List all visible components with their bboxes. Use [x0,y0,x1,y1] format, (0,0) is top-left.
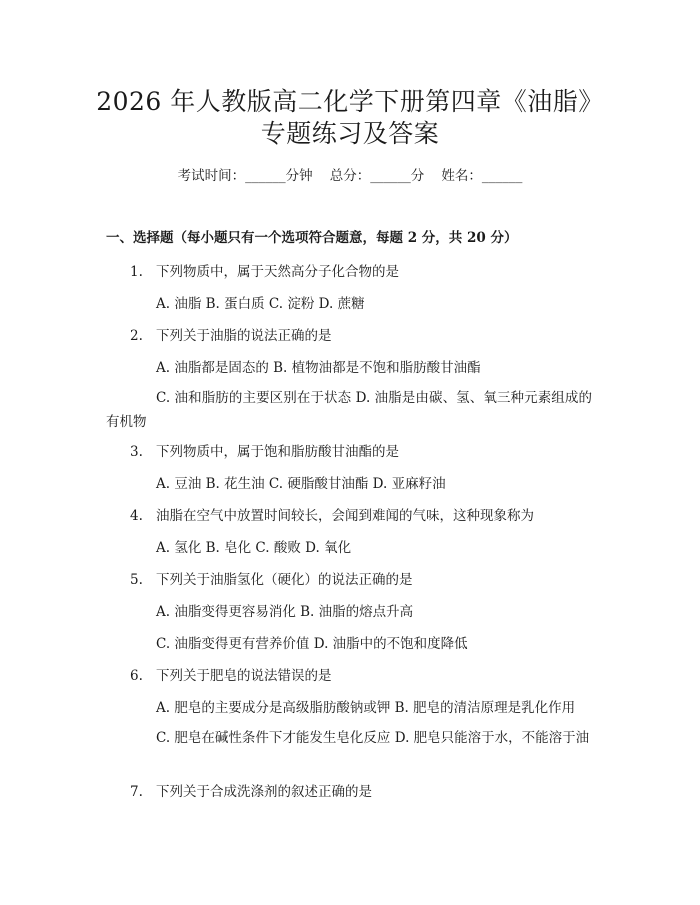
question-number: 5. [130,572,143,588]
question-3 [130,442,399,462]
question-2 [130,326,332,346]
question-text: 下列物质中，属于天然高分子化合物的是 [156,264,399,280]
question-text: 下列物质中，属于饱和脂肪酸甘油酯的是 [156,444,399,460]
document-title-line-1: 2026 年人教版高二化学下册第四章《油脂》 [96,87,604,116]
question-text: 下列关于油脂的说法正确的是 [156,328,332,344]
question-3-options: A. 豆油 B. 花生油 C. 硬脂酸甘油酯 D. 亚麻籽油 [156,476,446,492]
question-number: 6. [130,668,143,684]
question-6 [130,666,332,686]
question-5 [130,570,413,590]
question-4-options: A. 氢化 B. 皂化 C. 酸败 D. 氧化 [156,540,352,556]
question-4 [130,506,534,526]
question-text: 下列关于肥皂的说法错误的是 [156,668,332,684]
question-text: 下列关于油脂氢化（硬化）的说法正确的是 [156,572,413,588]
question-number: 4. [130,508,143,524]
question-text: 油脂在空气中放置时间较长，会闻到难闻的气味，这种现象称为 [156,508,534,524]
question-text: 下列关于合成洗涤剂的叙述正确的是 [156,784,372,800]
document-title-line-2: 专题练习及答案 [260,119,440,148]
question-number: 3. [130,444,143,460]
question-1 [130,262,399,282]
question-6-options-line-2: C. 肥皂在碱性条件下才能发生皂化反应 D. 肥皂只能溶于水，不能溶于油 [156,730,590,746]
question-2-options-line-1: A. 油脂都是固态的 B. 植物油都是不饱和脂肪酸甘油酯 [156,360,481,376]
question-5-options-line-1: A. 油脂变得更容易消化 B. 油脂的熔点升高 [156,604,414,620]
question-number: 7. [130,784,143,800]
question-6-options-line-1: A. 肥皂的主要成分是高级脂肪酸钠或钾 B. 肥皂的清洁原理是乳化作用 [156,700,576,716]
question-2-options-line-2: C. 油和脂肪的主要区别在于状态 D. 油脂是由碳、氢、氧三种元素组成的有机物 [106,390,592,430]
exam-meta-line: 考试时间：______分钟 总分：______分 姓名：______ [177,168,523,184]
question-1-options: A. 油脂 B. 蛋白质 C. 淀粉 D. 蔗糖 [156,296,365,312]
question-number: 2. [130,328,143,344]
question-7 [130,782,372,802]
section-heading-multiple-choice: 一、选择题（每小题只有一个选项符合题意，每题 2 分，共 20 分） [106,230,518,246]
question-number: 1. [130,264,143,280]
question-5-options-line-2: C. 油脂变得更有营养价值 D. 油脂中的不饱和度降低 [156,636,468,652]
